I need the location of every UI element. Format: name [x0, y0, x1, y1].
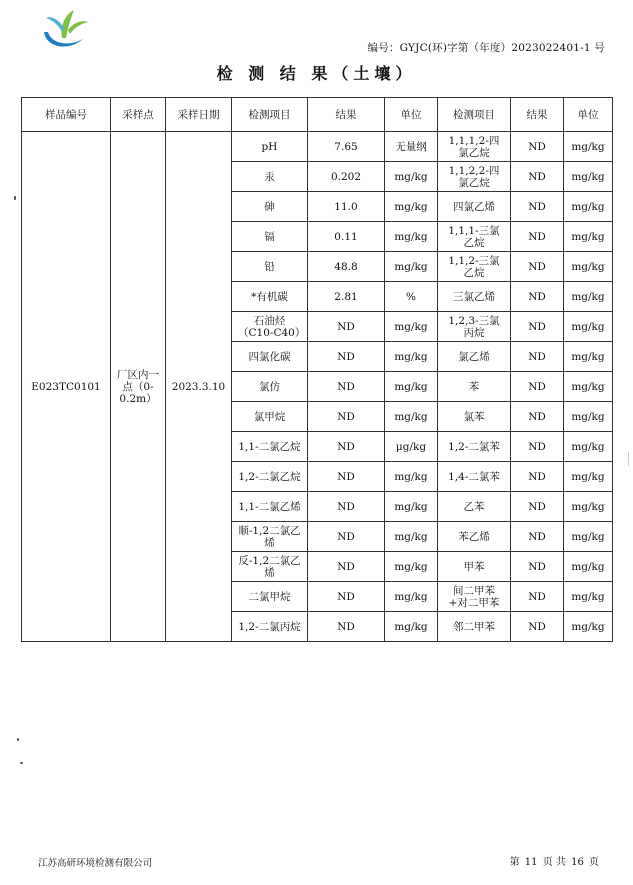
unit-cell: mg/kg: [385, 522, 438, 552]
result-cell: 2.81: [308, 282, 385, 312]
item-cell: 四氯化碳: [232, 342, 308, 372]
unit-cell: mg/kg: [564, 402, 613, 432]
unit-cell: mg/kg: [564, 372, 613, 402]
item-cell: 汞: [232, 162, 308, 192]
result-cell: 48.8: [308, 252, 385, 282]
item-cell: 三氯乙烯: [438, 282, 511, 312]
unit-cell: mg/kg: [564, 312, 613, 342]
item-cell: 苯: [438, 372, 511, 402]
scan-edge-mark: [628, 452, 629, 466]
unit-cell: mg/kg: [564, 222, 613, 252]
result-cell: ND: [308, 522, 385, 552]
unit-cell: mg/kg: [385, 492, 438, 522]
result-cell: 11.0: [308, 192, 385, 222]
unit-cell: mg/kg: [564, 252, 613, 282]
unit-cell: 无量纲: [385, 132, 438, 162]
item-cell: 砷: [232, 192, 308, 222]
unit-cell: mg/kg: [564, 342, 613, 372]
result-cell: ND: [511, 372, 564, 402]
page-total: 16: [571, 857, 584, 868]
item-cell: 反-1,2二氯乙烯: [232, 552, 308, 582]
scan-speck: [17, 738, 19, 741]
column-header: 检测项目: [232, 98, 308, 132]
item-cell: 氯仿: [232, 372, 308, 402]
page-title: 检 测 结 果（土壤）: [216, 64, 417, 83]
unit-cell: mg/kg: [385, 192, 438, 222]
column-header: 检测项目: [438, 98, 511, 132]
scan-speck: [14, 196, 16, 200]
item-cell: 1,1,2,2-四氯乙烷: [438, 162, 511, 192]
unit-cell: mg/kg: [385, 402, 438, 432]
result-cell: ND: [308, 372, 385, 402]
document-number: 编号：GYJC(环)字第（年度）2023022401-1 号: [367, 42, 605, 54]
unit-cell: mg/kg: [564, 282, 613, 312]
company-name: 江苏高研环境检测有限公司: [38, 858, 153, 869]
item-cell: 间二甲苯+对二甲苯: [438, 582, 511, 612]
unit-cell: mg/kg: [564, 162, 613, 192]
unit-cell: mg/kg: [564, 522, 613, 552]
unit-cell: mg/kg: [385, 552, 438, 582]
unit-cell: mg/kg: [564, 132, 613, 162]
result-cell: 0.11: [308, 222, 385, 252]
page-mid: 页 共: [542, 857, 566, 868]
unit-cell: mg/kg: [564, 462, 613, 492]
item-cell: 1,1-二氯乙烯: [232, 492, 308, 522]
item-cell: 1,2-二氯苯: [438, 432, 511, 462]
result-cell: 0.202: [308, 162, 385, 192]
page-indicator: [510, 853, 599, 868]
result-cell: ND: [511, 342, 564, 372]
unit-cell: mg/kg: [385, 312, 438, 342]
item-cell: 1,1,1-三氯乙烷: [438, 222, 511, 252]
result-cell: ND: [511, 192, 564, 222]
result-cell: ND: [511, 162, 564, 192]
item-cell: 二氯甲烷: [232, 582, 308, 612]
unit-cell: mg/kg: [385, 462, 438, 492]
unit-cell: mg/kg: [385, 342, 438, 372]
result-cell: ND: [511, 612, 564, 642]
unit-cell: mg/kg: [564, 582, 613, 612]
item-cell: 1,4-二氯苯: [438, 462, 511, 492]
item-cell: *有机碳: [232, 282, 308, 312]
item-cell: 苯乙烯: [438, 522, 511, 552]
sample-id-cell: E023TC0101: [22, 132, 111, 642]
item-cell: 1,1-二氯乙烷: [232, 432, 308, 462]
item-cell: 甲苯: [438, 552, 511, 582]
sampling-date-cell: 2023.3.10: [166, 132, 232, 642]
item-cell: 铅: [232, 252, 308, 282]
item-cell: 镉: [232, 222, 308, 252]
item-cell: 1,2-二氯乙烷: [232, 462, 308, 492]
column-header: 单位: [385, 98, 438, 132]
result-cell: ND: [308, 312, 385, 342]
item-cell: 四氯乙烯: [438, 192, 511, 222]
page-prefix: 第: [509, 857, 520, 868]
column-header: 单位: [564, 98, 613, 132]
item-cell: pH: [232, 132, 308, 162]
column-header: 样品编号: [22, 98, 111, 132]
item-cell: 1,1,1,2-四氯乙烷: [438, 132, 511, 162]
result-cell: ND: [308, 582, 385, 612]
item-cell: 乙苯: [438, 492, 511, 522]
sampling-point-cell: 厂区内一点（0-0.2m）: [111, 132, 166, 642]
result-cell: ND: [511, 252, 564, 282]
result-cell: ND: [511, 582, 564, 612]
unit-cell: mg/kg: [385, 612, 438, 642]
page-suffix: 页: [589, 857, 599, 868]
column-header: 结果: [308, 98, 385, 132]
column-header: 采样点: [111, 98, 166, 132]
result-cell: ND: [308, 342, 385, 372]
unit-cell: mg/kg: [564, 612, 613, 642]
unit-cell: mg/kg: [385, 252, 438, 282]
page-current: 11: [524, 857, 538, 868]
table-header-row: [22, 98, 613, 132]
item-cell: 1,1,2-三氯乙烷: [438, 252, 511, 282]
table-row: [22, 132, 613, 162]
item-cell: 邻二甲苯: [438, 612, 511, 642]
result-cell: ND: [308, 462, 385, 492]
column-header: 结果: [511, 98, 564, 132]
result-cell: ND: [511, 432, 564, 462]
item-cell: 石油烃（C10-C40）: [232, 312, 308, 342]
item-cell: 1,2,3-三氯丙烷: [438, 312, 511, 342]
result-cell: ND: [511, 312, 564, 342]
result-cell: ND: [511, 402, 564, 432]
unit-cell: mg/kg: [564, 492, 613, 522]
unit-cell: mg/kg: [564, 192, 613, 222]
result-cell: ND: [511, 522, 564, 552]
unit-cell: %: [385, 282, 438, 312]
result-cell: ND: [308, 552, 385, 582]
item-cell: 顺-1,2二氯乙烯: [232, 522, 308, 552]
unit-cell: mg/kg: [385, 162, 438, 192]
result-cell: ND: [511, 132, 564, 162]
unit-cell: mg/kg: [385, 372, 438, 402]
company-logo-icon: [40, 8, 92, 52]
result-cell: ND: [511, 552, 564, 582]
result-cell: ND: [308, 432, 385, 462]
unit-cell: mg/kg: [385, 582, 438, 612]
result-cell: ND: [511, 222, 564, 252]
unit-cell: mg/kg: [385, 222, 438, 252]
unit-cell: mg/kg: [564, 432, 613, 462]
column-header: 采样日期: [166, 98, 232, 132]
table-body: [22, 132, 613, 642]
unit-cell: mg/kg: [564, 552, 613, 582]
result-cell: ND: [308, 492, 385, 522]
item-cell: 氯甲烷: [232, 402, 308, 432]
result-cell: ND: [511, 492, 564, 522]
item-cell: 氯苯: [438, 402, 511, 432]
result-cell: ND: [308, 612, 385, 642]
item-cell: 氯乙烯: [438, 342, 511, 372]
result-cell: 7.65: [308, 132, 385, 162]
results-table: [21, 97, 613, 642]
result-cell: ND: [308, 402, 385, 432]
item-cell: 1,2-二氯丙烷: [232, 612, 308, 642]
unit-cell: μg/kg: [385, 432, 438, 462]
result-cell: ND: [511, 282, 564, 312]
scan-speck: [20, 762, 23, 764]
result-cell: ND: [511, 462, 564, 492]
